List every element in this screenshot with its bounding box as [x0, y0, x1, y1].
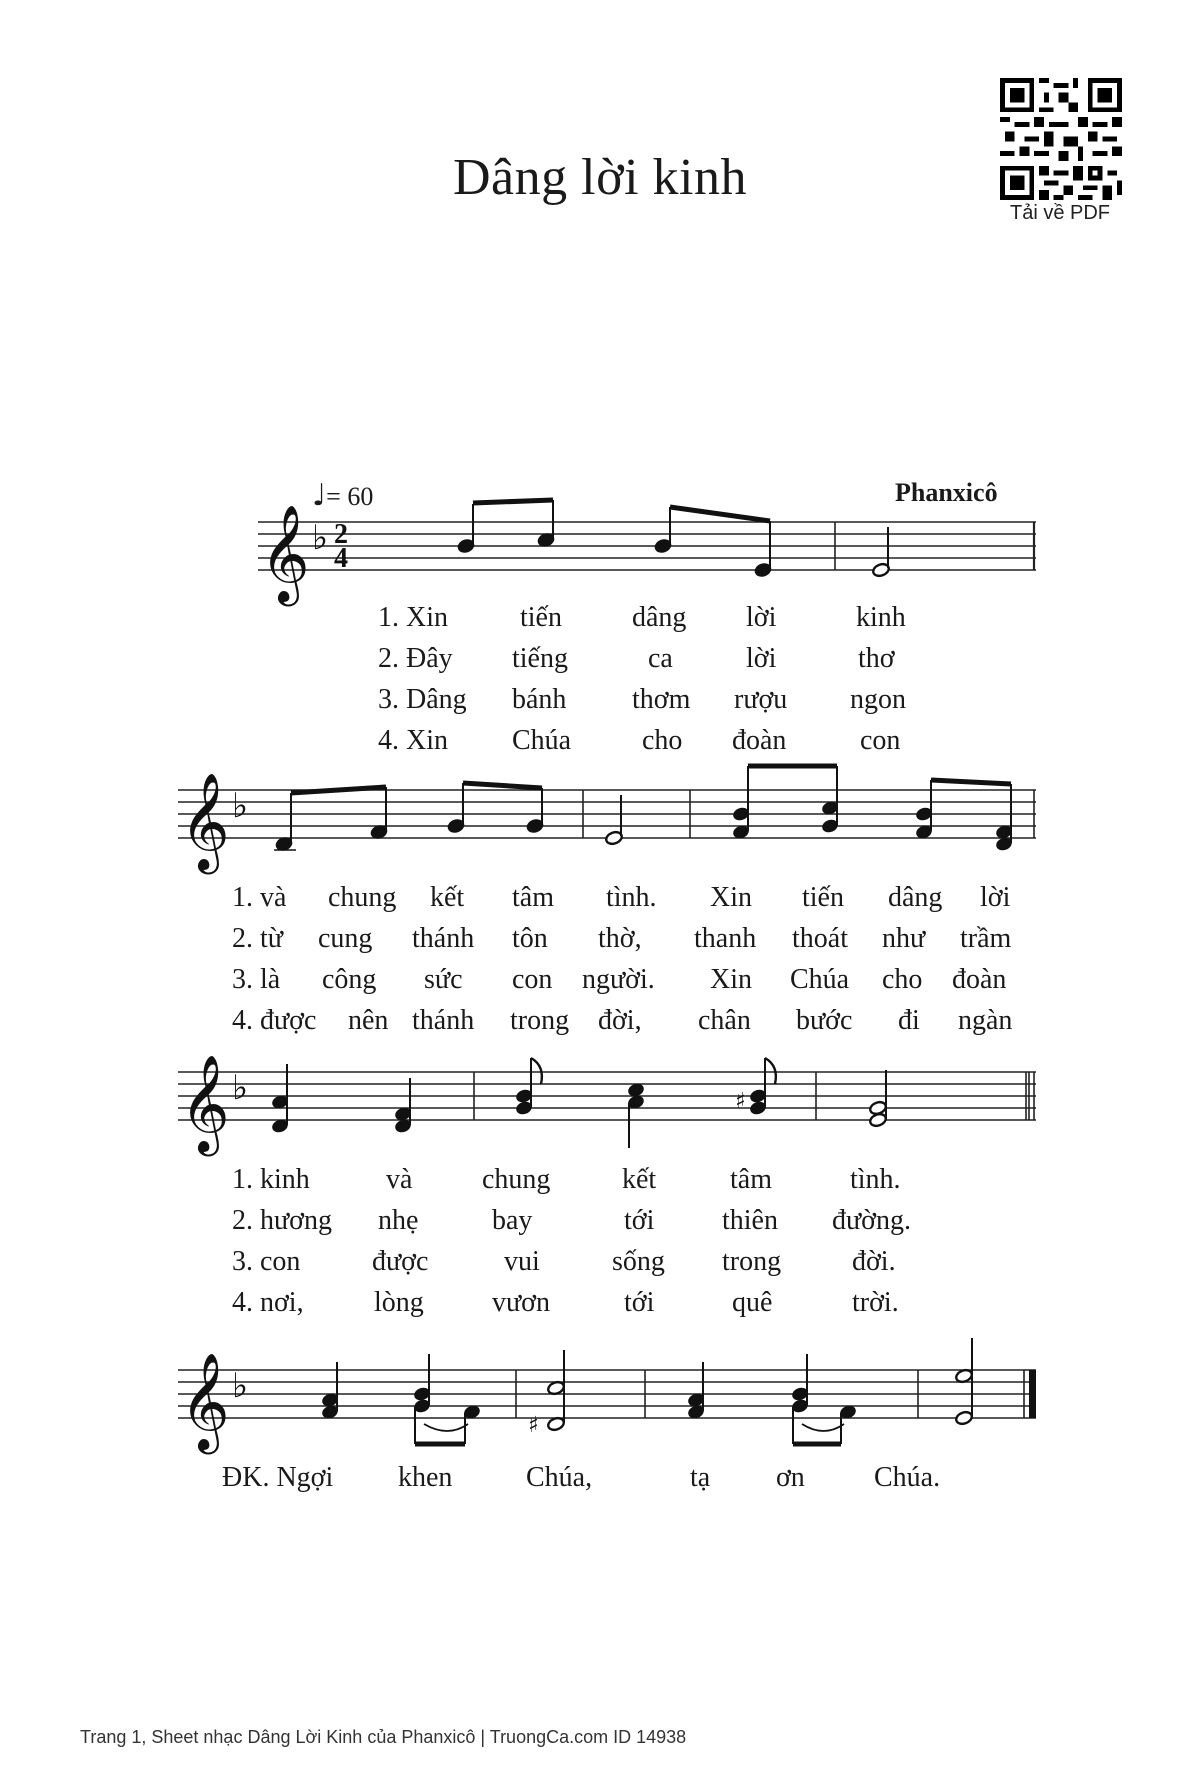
lyric-word: khen	[398, 1462, 453, 1493]
time-signature-bottom: 4	[334, 543, 348, 574]
lyric-word: thánh	[412, 1005, 475, 1036]
lyric-word: chung	[328, 882, 397, 913]
lyric-word: ngàn	[958, 1005, 1013, 1036]
page-footer: Trang 1, Sheet nhạc Dâng Lời Kinh của Phanxicô | TruongCa.com ID 14938	[80, 1727, 687, 1747]
lyric-word: lời	[746, 643, 777, 674]
lyric-word: 3. con	[232, 1246, 301, 1277]
lyric-word: bước	[796, 1005, 853, 1036]
lyric-word: ơn	[776, 1462, 805, 1493]
lyric-word: thanh	[694, 923, 757, 954]
lyric-word: quê	[732, 1287, 773, 1318]
quarter-note-icon: ♩	[312, 478, 327, 513]
lyric-word: chân	[698, 1005, 751, 1036]
lyric-word: nên	[348, 1005, 389, 1036]
lyric-word: Chúa.	[874, 1462, 941, 1493]
lyric-word: 1. và	[232, 882, 287, 913]
lyric-word: cung	[318, 923, 373, 954]
lyric-word: kết	[622, 1164, 657, 1195]
lyric-word: kinh	[856, 602, 906, 633]
lyric-word: được	[372, 1246, 429, 1277]
treble-clef-icon: 𝄞	[180, 1054, 230, 1152]
lyric-word: kết	[430, 882, 465, 913]
lyric-word: ca	[648, 643, 673, 674]
lyric-word: Chúa	[790, 964, 850, 995]
lyric-word: cho	[642, 725, 683, 756]
lyric-word: Xin	[710, 882, 752, 913]
treble-clef-icon: 𝄞	[260, 504, 310, 602]
lyric-word: lòng	[374, 1287, 424, 1318]
lyric-word: thờ,	[598, 923, 642, 954]
sharp-accidental-icon: ♯	[528, 1413, 539, 1438]
lyric-word: thơm	[632, 684, 691, 715]
lyric-word: 4. Xin	[378, 725, 448, 756]
lyric-word: trong	[722, 1246, 782, 1277]
lyric-word: đi	[898, 1005, 920, 1036]
lyric-word: 2. hương	[232, 1205, 332, 1236]
lyric-word: nhẹ	[378, 1205, 419, 1236]
lyric-word: dâng	[888, 882, 943, 913]
lyric-word: cho	[882, 964, 923, 995]
lyric-word: ĐK. Ngợi	[222, 1462, 334, 1493]
lyric-word: tạ	[690, 1462, 711, 1493]
lyric-word: Xin	[710, 964, 752, 995]
lyric-word: tôn	[512, 923, 548, 954]
lyric-word: và	[386, 1164, 413, 1195]
final-barline	[1029, 1370, 1036, 1418]
lyric-word: tới	[624, 1287, 655, 1318]
lyric-word: như	[882, 923, 926, 954]
lyric-word: sức	[424, 964, 463, 995]
lyric-word: bánh	[512, 684, 567, 715]
flat-key-signature-icon: ♭	[232, 1068, 249, 1108]
lyric-word: vươn	[492, 1287, 550, 1318]
lyric-word: vui	[504, 1246, 540, 1277]
staff-system-4	[178, 1370, 1036, 1418]
lyric-word: đoàn	[732, 725, 787, 756]
lyric-word: đời,	[598, 1005, 642, 1036]
lyric-word: công	[322, 964, 377, 995]
lyric-word: bay	[492, 1205, 533, 1236]
lyric-word: lời	[980, 882, 1011, 913]
lyric-word: 3. là	[232, 964, 281, 995]
lyric-word: tâm	[730, 1164, 772, 1195]
lyric-word: dâng	[632, 602, 687, 633]
lyric-word: tâm	[512, 882, 554, 913]
lyric-word: sống	[612, 1246, 665, 1277]
treble-clef-icon: 𝄞	[180, 772, 230, 870]
lyric-word: người.	[582, 964, 655, 995]
lyric-word: thơ	[858, 643, 895, 674]
treble-clef-icon: 𝄞	[180, 1352, 230, 1450]
lyric-word: 1. kinh	[232, 1164, 310, 1195]
lyric-word: Chúa,	[526, 1462, 593, 1493]
lyric-word: trời.	[852, 1287, 899, 1318]
lyric-word: con	[860, 725, 901, 756]
lyric-word: thiên	[722, 1205, 778, 1236]
staff-system-1	[258, 522, 1036, 570]
lyric-word: đoàn	[952, 964, 1007, 995]
tempo-value: = 60	[326, 482, 374, 511]
download-pdf-label[interactable]: Tải về PDF	[1009, 202, 1111, 224]
notes-system-2	[274, 766, 1012, 852]
lyric-word: tiến	[802, 882, 844, 913]
lyric-word: thoát	[792, 923, 848, 954]
lyric-word: trầm	[960, 923, 1012, 954]
lyric-word: thánh	[412, 923, 475, 954]
composer-name: Phanxicô	[895, 478, 998, 507]
flat-key-signature-icon: ♭	[232, 786, 249, 826]
lyric-word: tiếng	[512, 643, 568, 674]
lyric-word: đường.	[832, 1205, 911, 1236]
lyric-word: con	[512, 964, 553, 995]
song-title: Dâng lời kinh	[453, 149, 747, 206]
lyric-word: lời	[746, 602, 777, 633]
lyric-word: rượu	[734, 684, 788, 715]
lyric-word: tình.	[606, 882, 657, 913]
sharp-accidental-icon: ♯	[735, 1089, 746, 1114]
lyric-word: tiến	[520, 602, 562, 633]
lyric-word: 1. Xin	[378, 602, 448, 633]
notes-system-1	[457, 500, 890, 578]
lyric-word: 2. từ	[232, 923, 283, 954]
lyric-word: 3. Dâng	[378, 684, 467, 715]
flat-key-signature-icon: ♭	[312, 518, 329, 558]
lyric-word: trong	[510, 1005, 570, 1036]
lyric-word: 2. Đây	[378, 643, 453, 674]
lyric-word: đời.	[852, 1246, 896, 1277]
lyric-word: tình.	[850, 1164, 901, 1195]
lyric-word: 4. được	[232, 1005, 317, 1036]
notes-system-4	[322, 1338, 974, 1444]
lyric-word: Chúa	[512, 725, 572, 756]
staff-system-3	[178, 1072, 1036, 1120]
lyric-word: ngon	[850, 684, 906, 715]
lyric-word: tới	[624, 1205, 655, 1236]
lyric-word: 4. nơi,	[232, 1287, 304, 1318]
lyric-word: chung	[482, 1164, 551, 1195]
flat-key-signature-icon: ♭	[232, 1366, 249, 1406]
time-signature-top: 2	[334, 519, 348, 550]
staff-system-2	[178, 790, 1036, 838]
